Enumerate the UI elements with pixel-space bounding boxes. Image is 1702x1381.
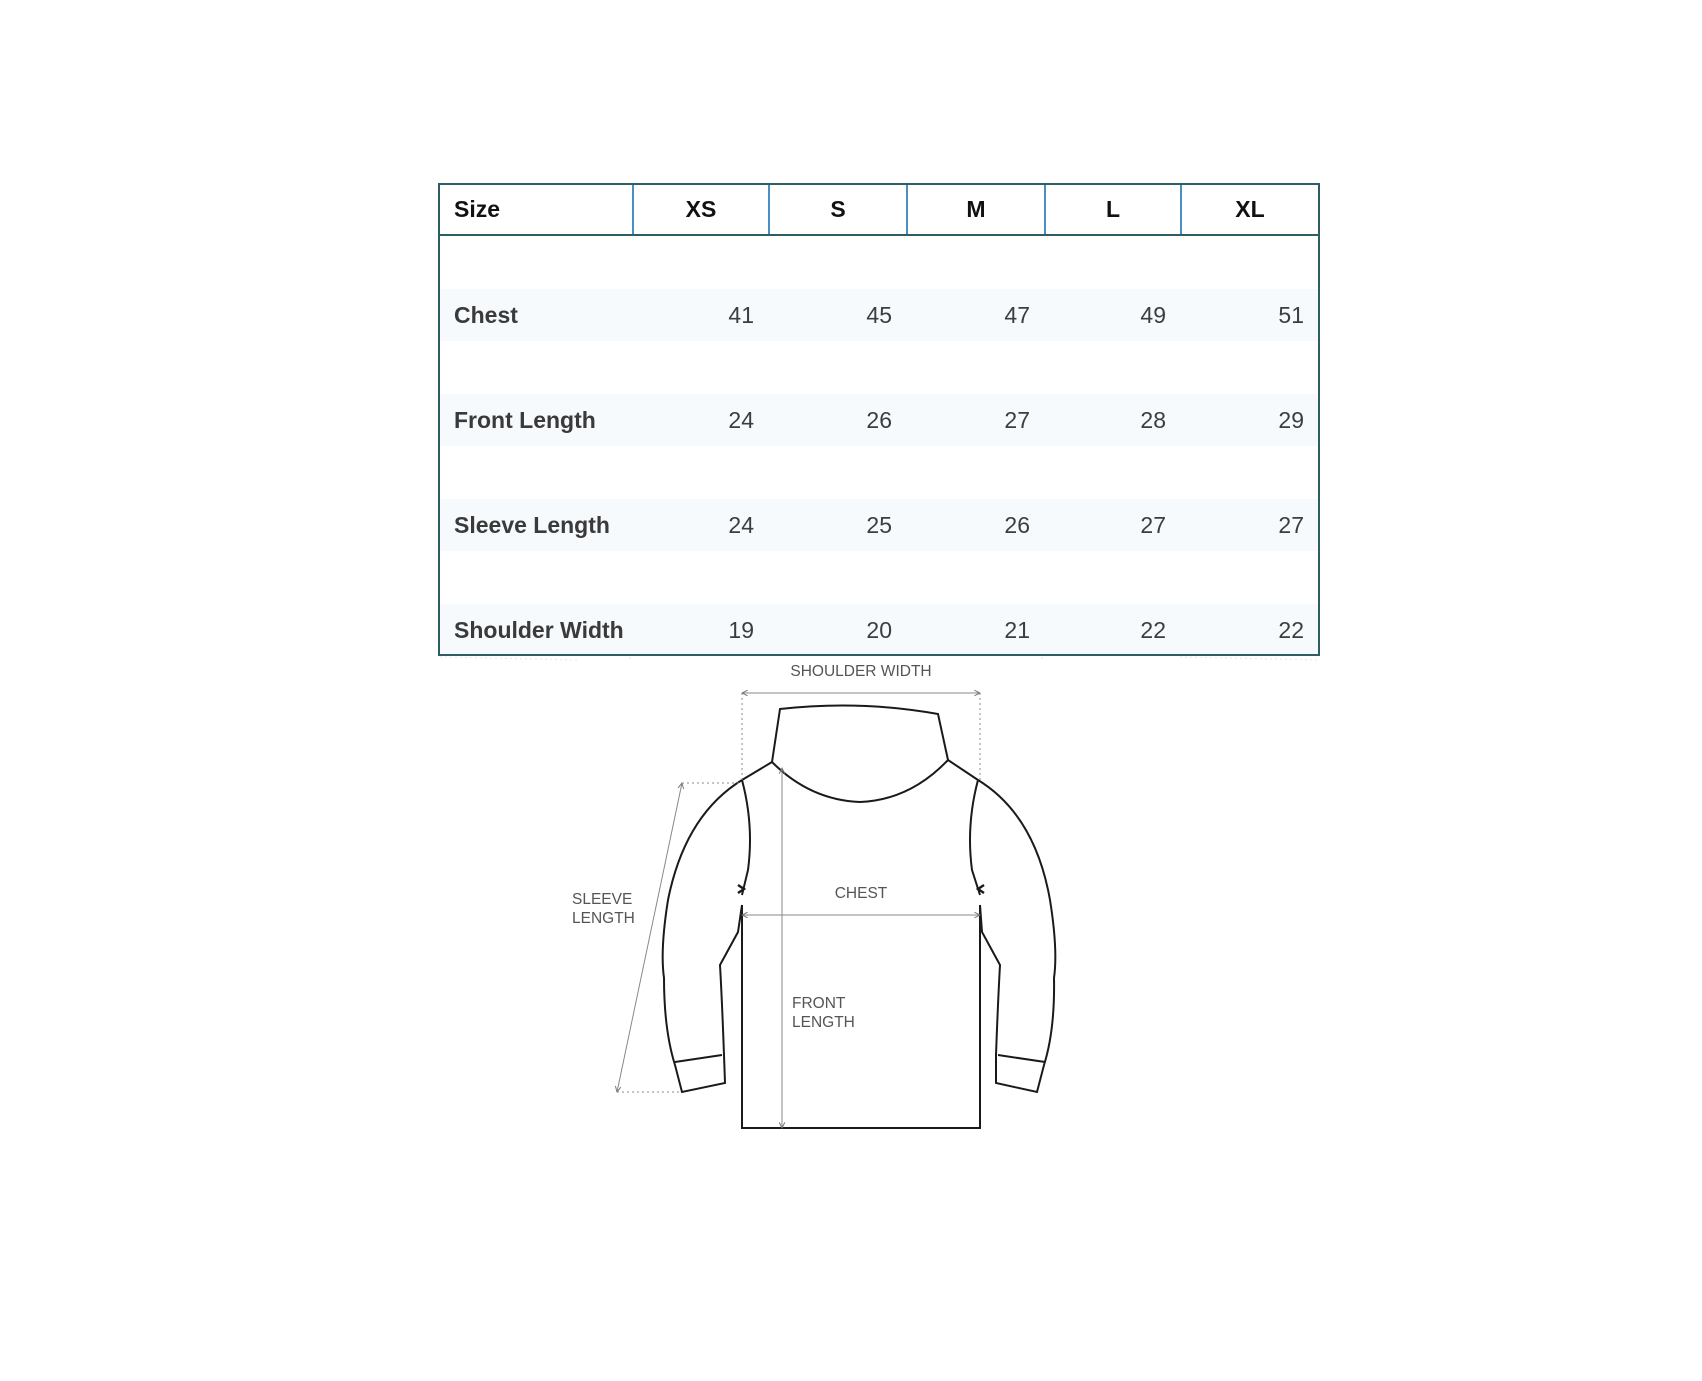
size-chart-table <box>438 183 1320 656</box>
header-size-m: M <box>906 185 1044 234</box>
cell-value: 22 <box>1140 616 1166 643</box>
cell-value: 19 <box>728 616 754 643</box>
row-label: Shoulder Width <box>454 616 624 643</box>
cell-value: 27 <box>1140 511 1166 538</box>
column-guides <box>440 657 1320 662</box>
header-size-xl: XL <box>1180 185 1318 234</box>
table-row-chest <box>440 289 1318 341</box>
cell-value: 47 <box>1004 301 1030 328</box>
cell-value: 26 <box>1004 511 1030 538</box>
header-size-xs: XS <box>632 185 768 234</box>
hoodie-outline <box>663 705 1056 1128</box>
cell-value: 51 <box>1278 301 1304 328</box>
cell-value: 27 <box>1004 406 1030 433</box>
cell-value: 27 <box>1278 511 1304 538</box>
front-length-label-line1: FRONT <box>792 995 846 1012</box>
table-header-row <box>440 185 1318 236</box>
cell-value: 45 <box>866 301 892 328</box>
cell-value: 24 <box>728 406 754 433</box>
header-size-l: L <box>1044 185 1180 234</box>
header-size-s: S <box>768 185 906 234</box>
row-label: Sleeve Length <box>454 511 610 538</box>
cell-value: 26 <box>866 406 892 433</box>
shoulder-width-label: SHOULDER WIDTH <box>790 663 932 680</box>
front-length-label-line2: LENGTH <box>792 1014 855 1031</box>
cell-value: 28 <box>1140 406 1166 433</box>
cell-value: 29 <box>1278 406 1304 433</box>
cell-value: 24 <box>728 511 754 538</box>
sleeve-length-label-line2: LENGTH <box>572 910 635 927</box>
cell-value: 22 <box>1278 616 1304 643</box>
table-row-sleeve-length <box>440 499 1318 551</box>
header-size-label: Size <box>454 196 501 222</box>
cell-value: 20 <box>866 616 892 643</box>
measurement-lines <box>617 693 980 1128</box>
cell-value: 41 <box>728 301 754 328</box>
cell-value: 21 <box>1004 616 1030 643</box>
cell-value: 49 <box>1140 301 1166 328</box>
row-label: Front Length <box>454 406 596 433</box>
table-row-front-length <box>440 394 1318 446</box>
table-row-shoulder-width <box>440 604 1318 656</box>
row-label: Chest <box>454 301 518 328</box>
chest-label: CHEST <box>834 885 888 902</box>
cell-value: 25 <box>866 511 892 538</box>
sleeve-length-label-line1: SLEEVE <box>572 891 633 908</box>
